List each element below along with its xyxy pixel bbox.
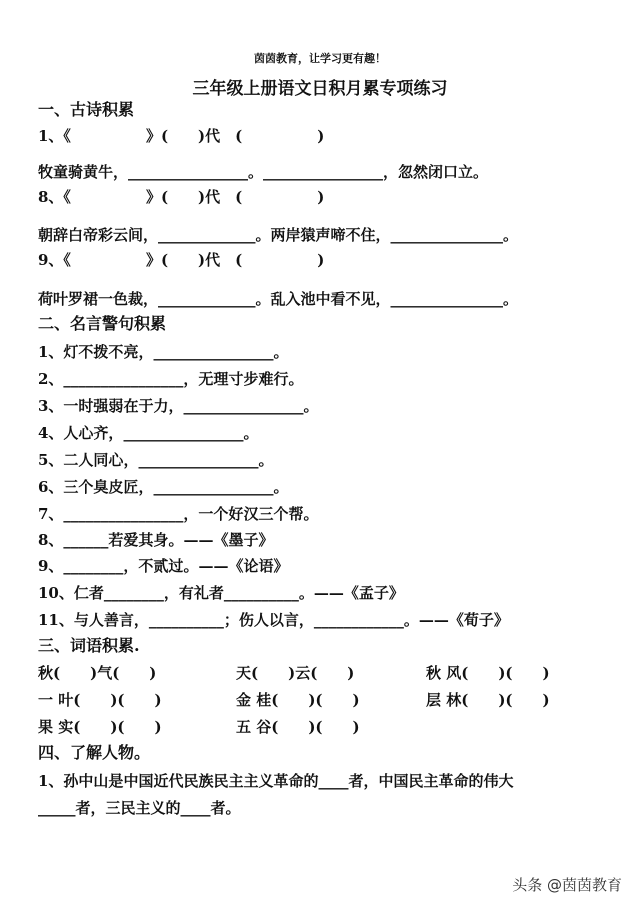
page-title: 三年级上册语文日积月累专项练习 <box>192 79 448 99</box>
word-item: 层 林( )( ) <box>426 691 550 709</box>
header-note: 茵茵教育，让学习更有趣！ <box>254 52 386 65</box>
people-item: 1、孙中山是中国近代民族民主主义革命的____者，中国民主革命的伟大 <box>38 772 514 790</box>
word-item: 天( )云( ) <box>236 664 355 682</box>
people-item: _____者，三民主义的____者。 <box>38 799 241 817</box>
saying-item: 11、与人善言，__________；伤人以言，____________。——《荀子》 <box>38 611 509 629</box>
saying-item: 7、________________，一个好汉三个帮。 <box>38 505 319 523</box>
saying-item: 8、______若爱其身。——《墨子》 <box>38 531 274 549</box>
word-item: 一 叶( )( ) <box>38 691 162 709</box>
poem-question: 8、《 》( )代 ( ) <box>38 188 325 206</box>
poem-question: 1、《 》( )代 ( ) <box>38 127 325 145</box>
word-row <box>38 717 618 737</box>
saying-item: 10、仁者________，有礼者__________。——《孟子》 <box>38 584 404 602</box>
poem-line: 牧童骑黄牛，________________。________________，忽然闭口立。 <box>38 163 489 181</box>
section-heading-sayings: 二、名言警句积累 <box>38 314 167 333</box>
saying-item: 2、________________，无理寸步难行。 <box>38 370 304 388</box>
section-heading-poems: 一、古诗积累 <box>38 100 135 119</box>
saying-item: 5、二人同心，________________。 <box>38 451 274 469</box>
poem-question: 9、《 》( )代 ( ) <box>38 251 325 269</box>
word-item: 果 实( )( ) <box>38 718 162 736</box>
saying-item: 3、一时强弱在于力，________________。 <box>38 397 319 415</box>
saying-item: 1、灯不拨不亮，________________。 <box>38 343 289 361</box>
poem-line: 朝辞白帝彩云间，_____________。两岸猿声啼不住，_______________。 <box>38 226 519 244</box>
saying-item: 4、人心齐，________________。 <box>38 424 259 442</box>
section-heading-people: 四、了解人物。 <box>38 743 151 762</box>
word-row <box>38 663 618 683</box>
section-heading-words: 三、词语积累. <box>38 636 140 655</box>
word-item: 秋( )气( ) <box>38 664 157 682</box>
word-row <box>38 690 618 710</box>
word-item: 秋 风( )( ) <box>426 664 550 682</box>
saying-item: 9、________，不贰过。——《论语》 <box>38 557 289 575</box>
watermark: 头条 @茵茵教育 <box>512 876 622 894</box>
poem-line: 荷叶罗裙一色裁，_____________。乱入池中看不见，_______________。 <box>38 290 519 308</box>
word-item: 金 桂( )( ) <box>236 691 360 709</box>
word-item: 五 谷( )( ) <box>236 718 360 736</box>
saying-item: 6、三个臭皮匠，________________。 <box>38 478 289 496</box>
